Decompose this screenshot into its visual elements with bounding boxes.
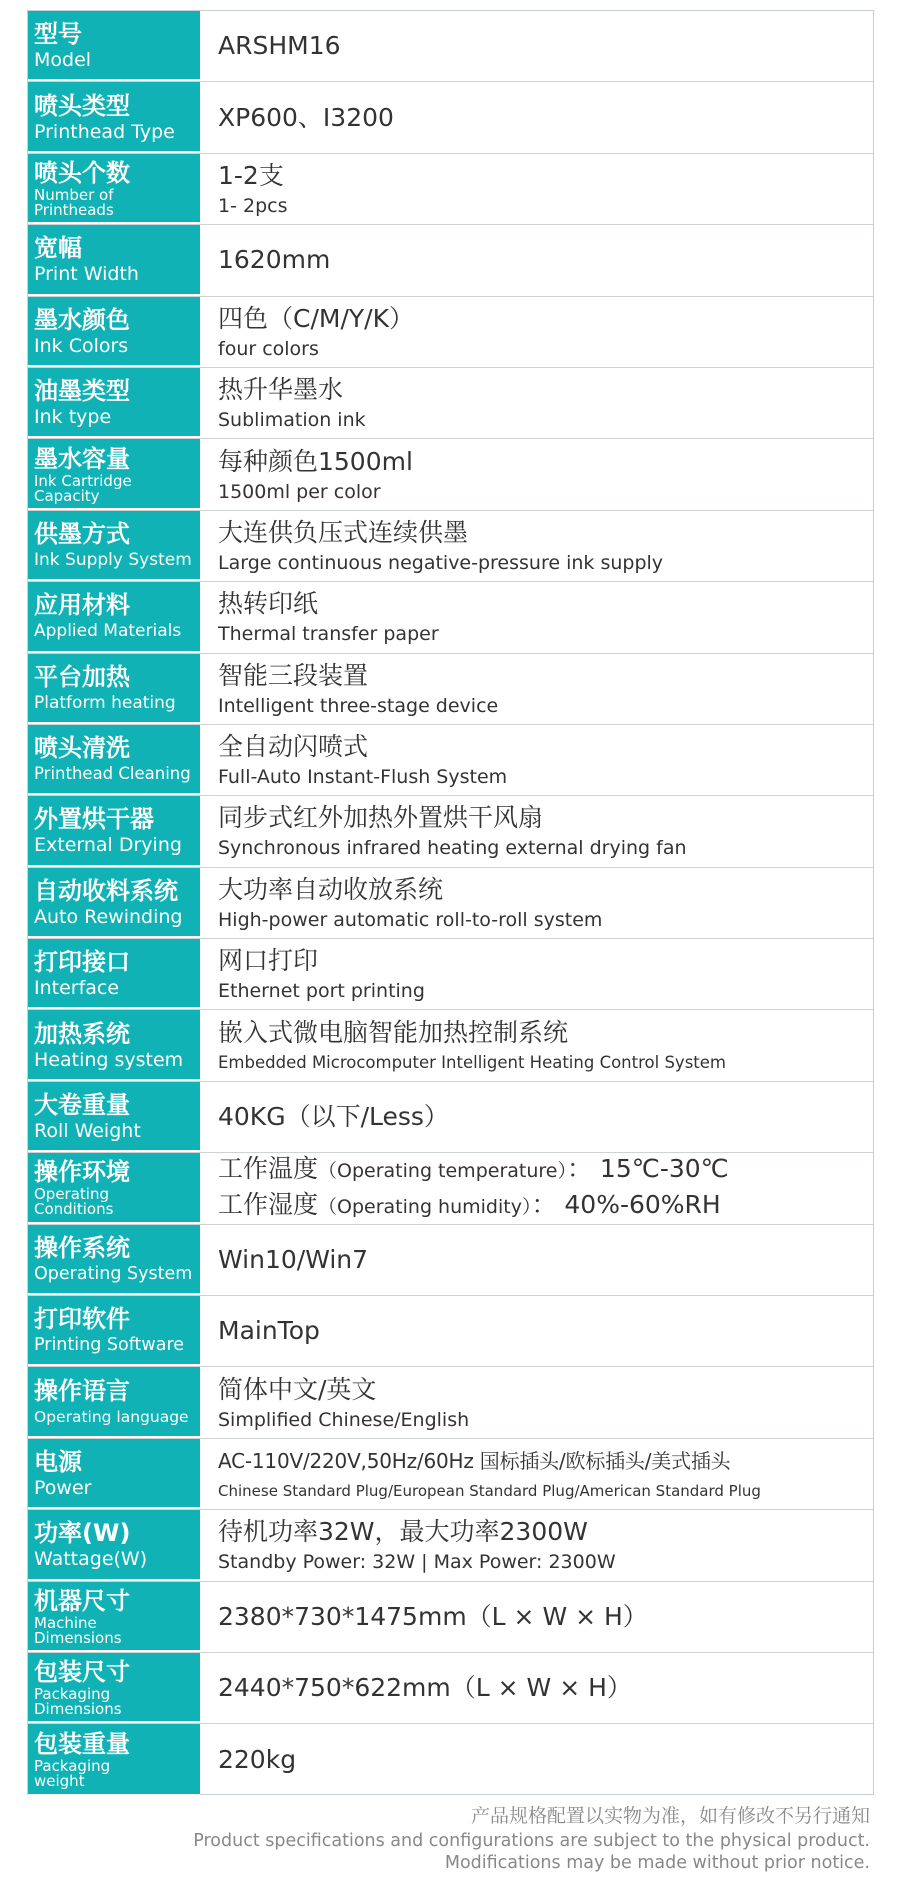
value-sub: Intelligent three-stage device xyxy=(218,694,499,717)
spec-label xyxy=(28,225,200,295)
label-en: Print Width xyxy=(34,263,139,286)
value-main: 2380*730*1475mm（L × W × H） xyxy=(218,1601,648,1631)
spec-row-operating-conditions xyxy=(28,1153,873,1224)
label-zh: 外置烘干器 xyxy=(34,805,154,834)
value-sub: Simplified Chinese/English xyxy=(218,1408,470,1431)
label-en: External Drying xyxy=(34,834,182,857)
spec-label xyxy=(28,1010,200,1080)
spec-value xyxy=(200,939,873,1009)
value-sub: four colors xyxy=(218,337,319,360)
spec-row-applied-materials xyxy=(28,582,873,653)
label-en: Printhead Type xyxy=(34,120,175,143)
value-main: 待机功率32W，最大功率2300W xyxy=(218,1517,588,1547)
label-en: Operating language xyxy=(34,1407,189,1426)
value-sub: 1500ml per color xyxy=(218,480,381,503)
value-main: 简体中文/英文 xyxy=(218,1374,377,1404)
spec-row-interface xyxy=(28,939,873,1010)
spec-row-packaging-weight xyxy=(28,1724,873,1795)
label-en: Operating Conditions xyxy=(34,1185,114,1219)
value-main: 2440*750*622mm（L × W × H） xyxy=(218,1673,632,1703)
label-zh: 供墨方式 xyxy=(34,519,130,548)
spec-label xyxy=(28,1439,200,1509)
label-zh: 应用材料 xyxy=(34,591,130,620)
spec-label xyxy=(28,654,200,724)
spec-label xyxy=(28,725,200,795)
spec-value xyxy=(200,154,873,224)
spec-row-operating-language xyxy=(28,1367,873,1438)
disclaimer-zh: 产品规格配置以实物为准，如有修改不另行通知 xyxy=(470,1805,870,1827)
spec-row-platform-heating xyxy=(28,654,873,725)
disclaimer-en-line1: Product specifications and configurations are subject to the physical product. xyxy=(193,1831,870,1851)
label-en: Ink Supply System xyxy=(34,549,192,570)
label-en: Wattage(W) xyxy=(34,1548,148,1571)
label-zh: 喷头类型 xyxy=(34,91,130,120)
value-main: 大连供负压式连续供墨 xyxy=(218,517,469,547)
spec-label xyxy=(28,1082,200,1152)
spec-value xyxy=(200,582,873,652)
spec-label xyxy=(28,511,200,581)
label-en: Printhead Cleaning xyxy=(34,764,191,784)
label-zh: 宽幅 xyxy=(34,234,82,263)
spec-row-power xyxy=(28,1439,873,1510)
spec-value xyxy=(200,1510,873,1580)
spec-value xyxy=(200,654,873,724)
value-main: 1-2支 xyxy=(218,160,284,190)
value-sub: 1- 2pcs xyxy=(218,194,288,217)
label-en: Power xyxy=(34,1477,92,1499)
spec-label xyxy=(28,368,200,438)
spec-value xyxy=(200,1582,873,1652)
value-main: 220kg xyxy=(218,1745,297,1775)
label-zh: 墨水容量 xyxy=(34,444,130,473)
spec-label xyxy=(28,1296,200,1366)
spec-value xyxy=(200,1653,873,1723)
spec-value xyxy=(200,439,873,509)
label-en: Model xyxy=(34,49,92,72)
label-zh: 操作语言 xyxy=(34,1376,130,1405)
spec-value xyxy=(200,796,873,866)
label-en: Machine Dimensions xyxy=(34,1613,122,1647)
value-sub: Thermal transfer paper xyxy=(218,623,439,646)
disclaimer-en-line2: Modifications may be made without prior notice. xyxy=(444,1853,870,1873)
label-zh: 打印软件 xyxy=(34,1305,130,1334)
value-main: 网口打印 xyxy=(218,946,319,976)
label-en: Packaging weight xyxy=(34,1757,111,1791)
spec-label xyxy=(28,1510,200,1580)
spec-row-number-of-printheads xyxy=(28,154,873,225)
spec-value xyxy=(200,1724,873,1795)
spec-row-ink-supply xyxy=(28,511,873,582)
value-sub: Synchronous infrared heating external drying fan xyxy=(218,837,687,860)
spec-row-external-drying xyxy=(28,796,873,867)
spec-value xyxy=(200,1367,873,1437)
spec-value xyxy=(200,1082,873,1152)
spec-label xyxy=(28,868,200,938)
spec-label xyxy=(28,1225,200,1295)
spec-label xyxy=(28,439,200,509)
label-en: Auto Rewinding xyxy=(34,905,183,928)
spec-label xyxy=(28,1153,200,1223)
spec-value xyxy=(200,725,873,795)
label-en: Platform heating xyxy=(34,692,176,713)
label-en: Operating System xyxy=(34,1263,193,1284)
label-en: Ink Colors xyxy=(34,334,129,357)
value-sub: Standby Power: 32W | Max Power: 2300W xyxy=(218,1551,616,1574)
spec-table xyxy=(27,10,874,1795)
value-main: AC-110V/220V,50Hz/60Hz 国标插头/欧标插头/美式插头 xyxy=(218,1449,731,1473)
spec-row-model xyxy=(28,11,873,82)
spec-value xyxy=(200,225,873,295)
spec-row-heating-system xyxy=(28,1010,873,1081)
spec-row-ink-capacity xyxy=(28,439,873,510)
label-zh: 包装重量 xyxy=(34,1730,130,1759)
label-zh: 喷头个数 xyxy=(34,158,130,187)
spec-value xyxy=(200,82,873,152)
value-sub: Large continuous negative-pressure ink supply xyxy=(218,551,664,574)
spec-row-wattage xyxy=(28,1510,873,1581)
label-zh: 型号 xyxy=(34,20,82,49)
value-main: 热升华墨水 xyxy=(218,375,344,405)
spec-value xyxy=(200,297,873,367)
value-main: XP600、I3200 xyxy=(218,102,394,132)
value-main: 嵌入式微电脑智能加热控制系统 xyxy=(218,1017,569,1047)
env-humidity xyxy=(218,1188,865,1223)
env-hum-value: ： 40%-60%RH xyxy=(531,1190,721,1220)
env-temp-value: ： 15℃-30℃ xyxy=(566,1154,729,1184)
value-main: Win10/Win7 xyxy=(218,1244,369,1274)
disclaimer-footnote xyxy=(30,1802,870,1874)
value-main: 四色（C/M/Y/K） xyxy=(218,303,414,333)
label-en: Heating system xyxy=(34,1048,184,1071)
value-main: ARSHM16 xyxy=(218,31,341,61)
env-temperature xyxy=(218,1153,865,1188)
value-sub: High-power automatic roll-to-roll system xyxy=(218,908,603,931)
value-main: 热转印纸 xyxy=(218,589,319,619)
label-zh: 包装尺寸 xyxy=(34,1658,130,1687)
spec-row-printing-software xyxy=(28,1296,873,1367)
value-main: 同步式红外加热外置烘干风扇 xyxy=(218,803,544,833)
label-zh: 自动收料系统 xyxy=(34,876,178,905)
env-temp-zh: 工作温度 xyxy=(218,1154,319,1184)
label-en: Ink Cartridge Capacity xyxy=(34,471,132,505)
label-zh: 功率(W) xyxy=(34,1519,131,1548)
label-zh: 加热系统 xyxy=(34,1019,130,1048)
value-sub: Embedded Microcomputer Intelligent Heating Control System xyxy=(218,1052,726,1072)
spec-label xyxy=(28,297,200,367)
env-hum-en: （Operating humidity） xyxy=(318,1196,532,1219)
spec-label xyxy=(28,1582,200,1652)
value-sub: Full-Auto Instant-Flush System xyxy=(218,766,508,789)
spec-row-ink-colors xyxy=(28,297,873,368)
spec-value xyxy=(200,1153,873,1223)
label-zh: 操作环境 xyxy=(34,1158,130,1187)
spec-label xyxy=(28,582,200,652)
label-en: Ink type xyxy=(34,406,112,429)
spec-row-ink-type xyxy=(28,368,873,439)
value-main: MainTop xyxy=(218,1316,320,1346)
spec-label xyxy=(28,82,200,152)
spec-value xyxy=(200,1296,873,1366)
value-sub: Chinese Standard Plug/European Standard Plug/American Standard Plug xyxy=(218,1482,761,1500)
value-main: 1620mm xyxy=(218,245,331,275)
spec-value xyxy=(200,511,873,581)
label-zh: 油墨类型 xyxy=(34,377,130,406)
label-zh: 喷头清洗 xyxy=(34,734,130,763)
label-zh: 机器尺寸 xyxy=(34,1586,130,1615)
label-zh: 电源 xyxy=(34,1448,82,1476)
label-en: Packaging Dimensions xyxy=(34,1685,122,1719)
label-en: Interface xyxy=(34,977,120,1000)
spec-label xyxy=(28,939,200,1009)
value-main: 全自动闪喷式 xyxy=(218,732,369,762)
spec-value xyxy=(200,11,873,81)
value-sub: Ethernet port printing xyxy=(218,980,425,1003)
value-main: 40KG（以下/Less） xyxy=(218,1102,449,1132)
spec-row-auto-rewinding xyxy=(28,868,873,939)
label-zh: 大卷重量 xyxy=(34,1091,130,1120)
value-main: 大功率自动收放系统 xyxy=(218,874,444,904)
spec-row-printhead-type xyxy=(28,82,873,153)
label-zh: 操作系统 xyxy=(34,1233,130,1262)
spec-label xyxy=(28,1367,200,1437)
label-en: Printing Software xyxy=(34,1335,185,1356)
label-zh: 墨水颜色 xyxy=(34,305,130,334)
spec-value xyxy=(200,868,873,938)
spec-value xyxy=(200,368,873,438)
label-en: Number of Printheads xyxy=(34,185,114,219)
value-sub: Sublimation ink xyxy=(218,409,366,432)
value-main: 每种颜色1500ml xyxy=(218,446,413,476)
spec-label xyxy=(28,796,200,866)
spec-label xyxy=(28,1653,200,1723)
spec-row-print-width xyxy=(28,225,873,296)
spec-row-packaging-dimensions xyxy=(28,1653,873,1724)
spec-label xyxy=(28,11,200,81)
label-en: Applied Materials xyxy=(34,621,182,642)
label-en: Roll Weight xyxy=(34,1120,141,1143)
spec-label xyxy=(28,154,200,224)
spec-row-roll-weight xyxy=(28,1082,873,1153)
spec-row-operating-system xyxy=(28,1225,873,1296)
label-zh: 平台加热 xyxy=(34,662,130,691)
spec-label xyxy=(28,1724,200,1795)
spec-row-printhead-cleaning xyxy=(28,725,873,796)
label-zh: 打印接口 xyxy=(34,948,130,977)
env-temp-en: （Operating temperature） xyxy=(318,1160,567,1183)
env-hum-zh: 工作湿度 xyxy=(218,1190,319,1220)
spec-value xyxy=(200,1225,873,1295)
value-main: 智能三段装置 xyxy=(218,660,369,690)
spec-value xyxy=(200,1439,873,1509)
spec-row-machine-dimensions xyxy=(28,1582,873,1653)
spec-value xyxy=(200,1010,873,1080)
